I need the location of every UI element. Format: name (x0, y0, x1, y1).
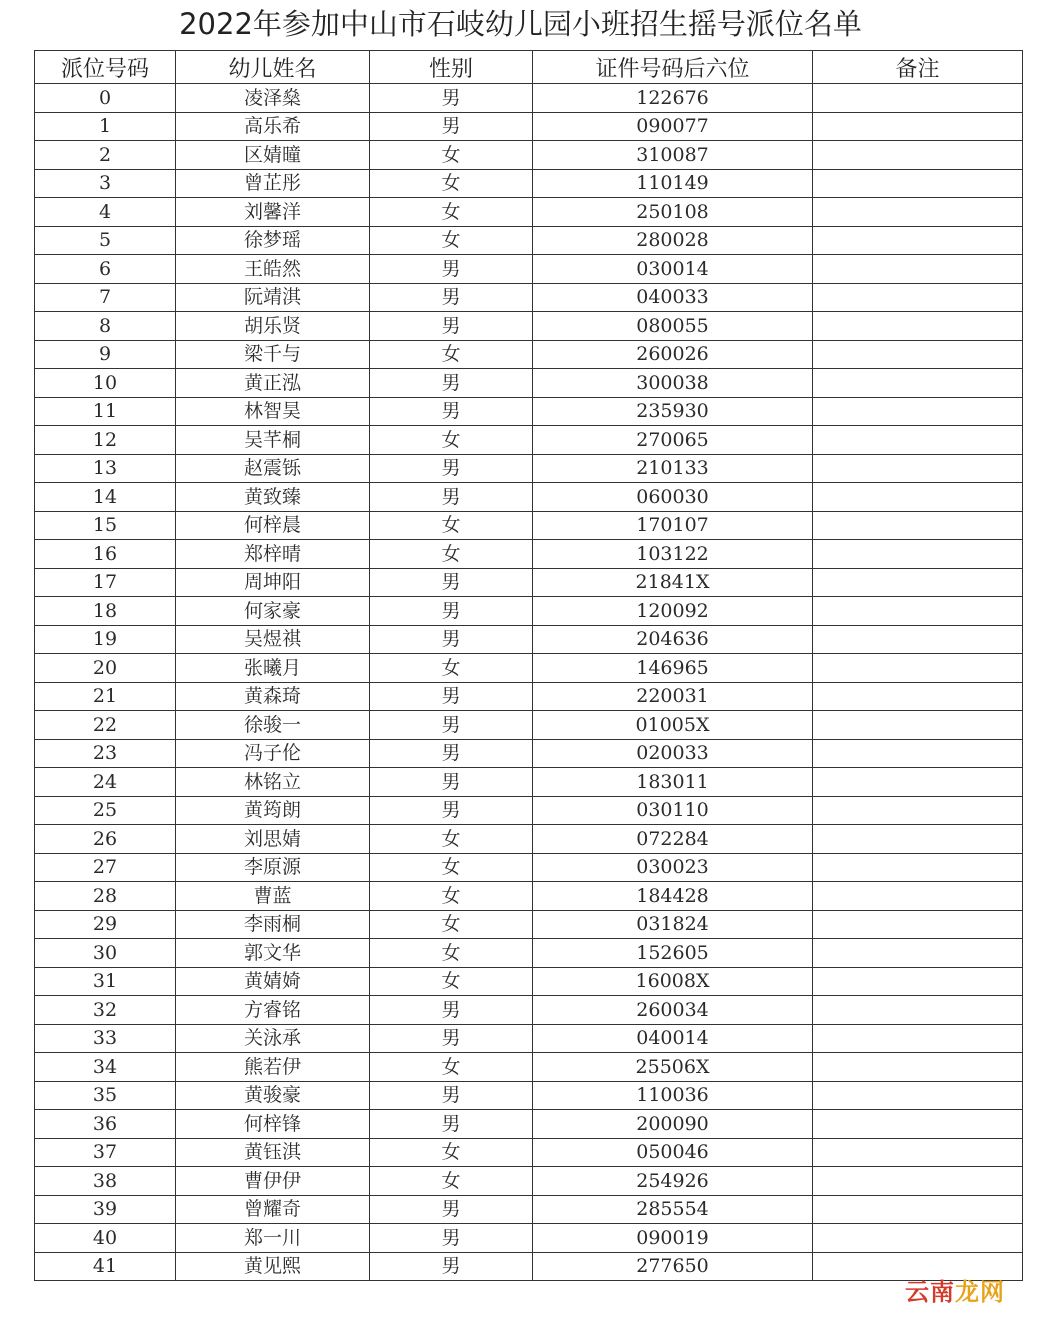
cell-gender: 男 (370, 768, 533, 797)
cell-lottery-number: 21 (35, 682, 176, 711)
cell-gender: 男 (370, 625, 533, 654)
cell-remarks (813, 84, 1023, 113)
table-row (35, 540, 1023, 569)
cell-child-name: 黄致臻 (176, 483, 370, 512)
cell-child-name: 徐骏一 (176, 711, 370, 740)
cell-lottery-number: 36 (35, 1110, 176, 1139)
cell-lottery-number: 11 (35, 397, 176, 426)
cell-id-last-six: 183011 (533, 768, 813, 797)
cell-lottery-number: 10 (35, 369, 176, 398)
cell-remarks (813, 1081, 1023, 1110)
cell-lottery-number: 25 (35, 796, 176, 825)
cell-gender: 女 (370, 882, 533, 911)
cell-gender: 女 (370, 1138, 533, 1167)
cell-lottery-number: 33 (35, 1024, 176, 1053)
cell-gender: 男 (370, 1081, 533, 1110)
cell-gender: 女 (370, 540, 533, 569)
cell-remarks (813, 283, 1023, 312)
cell-lottery-number: 16 (35, 540, 176, 569)
cell-id-last-six: 103122 (533, 540, 813, 569)
cell-child-name: 李原源 (176, 853, 370, 882)
cell-id-last-six: 280028 (533, 226, 813, 255)
cell-child-name: 何家豪 (176, 597, 370, 626)
cell-gender: 女 (370, 967, 533, 996)
column-header-id-last-six: 证件号码后六位 (533, 51, 813, 84)
cell-remarks (813, 825, 1023, 854)
cell-gender: 女 (370, 825, 533, 854)
cell-id-last-six: 110036 (533, 1081, 813, 1110)
column-header-remarks: 备注 (813, 51, 1023, 84)
cell-remarks (813, 169, 1023, 198)
cell-remarks (813, 426, 1023, 455)
cell-child-name: 刘思婧 (176, 825, 370, 854)
cell-child-name: 梁千与 (176, 340, 370, 369)
cell-gender: 男 (370, 454, 533, 483)
page-title: 2022年参加中山市石岐幼儿园小班招生摇号派位名单 (179, 7, 862, 41)
cell-remarks (813, 483, 1023, 512)
cell-child-name: 吴煜祺 (176, 625, 370, 654)
cell-remarks (813, 112, 1023, 141)
cell-remarks (813, 1195, 1023, 1224)
cell-id-last-six: 040033 (533, 283, 813, 312)
cell-lottery-number: 4 (35, 198, 176, 227)
cell-id-last-six: 235930 (533, 397, 813, 426)
cell-remarks (813, 255, 1023, 284)
table-row (35, 483, 1023, 512)
table-row (35, 369, 1023, 398)
cell-id-last-six: 310087 (533, 141, 813, 170)
cell-id-last-six: 300038 (533, 369, 813, 398)
cell-gender: 男 (370, 739, 533, 768)
cell-lottery-number: 28 (35, 882, 176, 911)
cell-child-name: 曹伊伊 (176, 1167, 370, 1196)
table-row (35, 340, 1023, 369)
cell-id-last-six: 250108 (533, 198, 813, 227)
cell-child-name: 郑一川 (176, 1224, 370, 1253)
cell-gender: 女 (370, 340, 533, 369)
cell-gender: 男 (370, 1110, 533, 1139)
cell-lottery-number: 20 (35, 654, 176, 683)
cell-id-last-six: 120092 (533, 597, 813, 626)
table-row (35, 226, 1023, 255)
table-row (35, 967, 1023, 996)
cell-id-last-six: 030014 (533, 255, 813, 284)
table-row (35, 996, 1023, 1025)
cell-id-last-six: 146965 (533, 654, 813, 683)
cell-id-last-six: 170107 (533, 511, 813, 540)
cell-remarks (813, 682, 1023, 711)
cell-remarks (813, 540, 1023, 569)
cell-lottery-number: 18 (35, 597, 176, 626)
cell-gender: 男 (370, 283, 533, 312)
cell-id-last-six: 122676 (533, 84, 813, 113)
cell-lottery-number: 27 (35, 853, 176, 882)
cell-child-name: 黄婧婍 (176, 967, 370, 996)
cell-lottery-number: 15 (35, 511, 176, 540)
cell-id-last-six: 152605 (533, 939, 813, 968)
table-row (35, 169, 1023, 198)
cell-gender: 女 (370, 654, 533, 683)
cell-remarks (813, 796, 1023, 825)
cell-child-name: 区婧曈 (176, 141, 370, 170)
cell-child-name: 黄见熙 (176, 1252, 370, 1281)
cell-child-name: 林铭立 (176, 768, 370, 797)
cell-child-name: 凌泽燊 (176, 84, 370, 113)
table-row (35, 625, 1023, 654)
admission-list-table (34, 50, 1023, 1281)
cell-gender: 男 (370, 711, 533, 740)
cell-lottery-number: 8 (35, 312, 176, 341)
cell-lottery-number: 5 (35, 226, 176, 255)
table-row (35, 1110, 1023, 1139)
table-row (35, 1195, 1023, 1224)
cell-lottery-number: 39 (35, 1195, 176, 1224)
cell-lottery-number: 2 (35, 141, 176, 170)
cell-id-last-six: 040014 (533, 1024, 813, 1053)
cell-id-last-six: 090077 (533, 112, 813, 141)
cell-lottery-number: 31 (35, 967, 176, 996)
cell-remarks (813, 654, 1023, 683)
cell-lottery-number: 6 (35, 255, 176, 284)
cell-id-last-six: 080055 (533, 312, 813, 341)
cell-remarks (813, 739, 1023, 768)
watermark-part1: 云南 (905, 1278, 955, 1306)
cell-lottery-number: 1 (35, 112, 176, 141)
cell-child-name: 黄森琦 (176, 682, 370, 711)
table-row (35, 654, 1023, 683)
table-row (35, 1024, 1023, 1053)
cell-id-last-six: 277650 (533, 1252, 813, 1281)
cell-gender: 男 (370, 312, 533, 341)
cell-remarks (813, 454, 1023, 483)
table-row (35, 1081, 1023, 1110)
column-header-lottery-number: 派位号码 (35, 51, 176, 84)
table-row (35, 198, 1023, 227)
cell-gender: 男 (370, 796, 533, 825)
cell-remarks (813, 597, 1023, 626)
table-row (35, 112, 1023, 141)
cell-child-name: 黄骏豪 (176, 1081, 370, 1110)
table-row (35, 283, 1023, 312)
cell-id-last-six: 030023 (533, 853, 813, 882)
cell-remarks (813, 996, 1023, 1025)
cell-child-name: 黄筠朗 (176, 796, 370, 825)
cell-child-name: 曹蓝 (176, 882, 370, 911)
cell-gender: 男 (370, 112, 533, 141)
table-row (35, 568, 1023, 597)
cell-child-name: 徐梦瑶 (176, 226, 370, 255)
cell-id-last-six: 031824 (533, 910, 813, 939)
cell-lottery-number: 19 (35, 625, 176, 654)
table-row (35, 711, 1023, 740)
cell-remarks (813, 226, 1023, 255)
cell-gender: 男 (370, 682, 533, 711)
table-row (35, 1252, 1023, 1281)
cell-lottery-number: 38 (35, 1167, 176, 1196)
watermark-part2: 龙网 (955, 1278, 1005, 1306)
cell-lottery-number: 24 (35, 768, 176, 797)
table-row (35, 1167, 1023, 1196)
cell-child-name: 方睿铭 (176, 996, 370, 1025)
table-row (35, 1138, 1023, 1167)
site-watermark (905, 1272, 1005, 1307)
cell-gender: 男 (370, 568, 533, 597)
table-row (35, 882, 1023, 911)
cell-lottery-number: 35 (35, 1081, 176, 1110)
cell-remarks (813, 198, 1023, 227)
table-row (35, 141, 1023, 170)
cell-child-name: 何梓晨 (176, 511, 370, 540)
cell-child-name: 吴芊桐 (176, 426, 370, 455)
cell-remarks (813, 853, 1023, 882)
cell-lottery-number: 34 (35, 1053, 176, 1082)
cell-lottery-number: 9 (35, 340, 176, 369)
cell-id-last-six: 21841X (533, 568, 813, 597)
cell-gender: 男 (370, 369, 533, 398)
cell-child-name: 何梓锋 (176, 1110, 370, 1139)
cell-child-name: 冯子伦 (176, 739, 370, 768)
table-row (35, 682, 1023, 711)
cell-id-last-six: 060030 (533, 483, 813, 512)
cell-gender: 女 (370, 426, 533, 455)
cell-remarks (813, 340, 1023, 369)
cell-remarks (813, 1053, 1023, 1082)
cell-lottery-number: 7 (35, 283, 176, 312)
table-row (35, 1053, 1023, 1082)
cell-child-name: 关泳承 (176, 1024, 370, 1053)
cell-remarks (813, 397, 1023, 426)
table-row (35, 454, 1023, 483)
table-row (35, 397, 1023, 426)
table-row (35, 796, 1023, 825)
table-row (35, 939, 1023, 968)
cell-child-name: 黄钰淇 (176, 1138, 370, 1167)
cell-gender: 男 (370, 483, 533, 512)
cell-lottery-number: 37 (35, 1138, 176, 1167)
cell-lottery-number: 22 (35, 711, 176, 740)
cell-id-last-six: 285554 (533, 1195, 813, 1224)
cell-id-last-six: 090019 (533, 1224, 813, 1253)
cell-gender: 男 (370, 255, 533, 284)
cell-child-name: 曾芷彤 (176, 169, 370, 198)
table-row (35, 910, 1023, 939)
cell-id-last-six: 254926 (533, 1167, 813, 1196)
cell-remarks (813, 568, 1023, 597)
cell-child-name: 林智昊 (176, 397, 370, 426)
cell-lottery-number: 29 (35, 910, 176, 939)
cell-gender: 女 (370, 511, 533, 540)
cell-gender: 女 (370, 141, 533, 170)
cell-gender: 女 (370, 169, 533, 198)
cell-remarks (813, 511, 1023, 540)
cell-lottery-number: 23 (35, 739, 176, 768)
cell-remarks (813, 369, 1023, 398)
cell-remarks (813, 882, 1023, 911)
cell-lottery-number: 3 (35, 169, 176, 198)
cell-remarks (813, 141, 1023, 170)
table-row (35, 84, 1023, 113)
table-row (35, 739, 1023, 768)
cell-id-last-six: 050046 (533, 1138, 813, 1167)
cell-child-name: 胡乐贤 (176, 312, 370, 341)
cell-id-last-six: 260034 (533, 996, 813, 1025)
cell-gender: 男 (370, 597, 533, 626)
cell-child-name: 阮靖淇 (176, 283, 370, 312)
cell-child-name: 赵震铄 (176, 454, 370, 483)
cell-id-last-six: 020033 (533, 739, 813, 768)
cell-id-last-six: 260026 (533, 340, 813, 369)
cell-id-last-six: 030110 (533, 796, 813, 825)
cell-remarks (813, 1138, 1023, 1167)
cell-lottery-number: 0 (35, 84, 176, 113)
cell-lottery-number: 17 (35, 568, 176, 597)
column-header-child-name: 幼儿姓名 (176, 51, 370, 84)
table-row (35, 853, 1023, 882)
cell-lottery-number: 40 (35, 1224, 176, 1253)
cell-gender: 男 (370, 397, 533, 426)
cell-remarks (813, 939, 1023, 968)
cell-remarks (813, 967, 1023, 996)
cell-lottery-number: 12 (35, 426, 176, 455)
cell-id-last-six: 110149 (533, 169, 813, 198)
cell-child-name: 李雨桐 (176, 910, 370, 939)
cell-gender: 女 (370, 910, 533, 939)
cell-id-last-six: 204636 (533, 625, 813, 654)
cell-child-name: 周坤阳 (176, 568, 370, 597)
cell-gender: 女 (370, 853, 533, 882)
cell-child-name: 高乐希 (176, 112, 370, 141)
cell-remarks (813, 1024, 1023, 1053)
cell-child-name: 郭文华 (176, 939, 370, 968)
cell-remarks (813, 711, 1023, 740)
table-row (35, 426, 1023, 455)
cell-remarks (813, 1110, 1023, 1139)
cell-remarks (813, 625, 1023, 654)
cell-remarks (813, 312, 1023, 341)
table-row (35, 312, 1023, 341)
cell-gender: 男 (370, 1224, 533, 1253)
table-header-row (35, 51, 1023, 84)
cell-lottery-number: 32 (35, 996, 176, 1025)
table-body (35, 84, 1023, 1281)
table-row (35, 768, 1023, 797)
cell-remarks (813, 768, 1023, 797)
cell-gender: 男 (370, 996, 533, 1025)
cell-child-name: 刘馨洋 (176, 198, 370, 227)
cell-lottery-number: 13 (35, 454, 176, 483)
cell-lottery-number: 41 (35, 1252, 176, 1281)
cell-lottery-number: 14 (35, 483, 176, 512)
cell-gender: 女 (370, 198, 533, 227)
cell-gender: 男 (370, 84, 533, 113)
cell-id-last-six: 210133 (533, 454, 813, 483)
cell-gender: 女 (370, 1053, 533, 1082)
table-row (35, 255, 1023, 284)
cell-remarks (813, 910, 1023, 939)
cell-child-name: 王皓然 (176, 255, 370, 284)
cell-lottery-number: 26 (35, 825, 176, 854)
cell-id-last-six: 220031 (533, 682, 813, 711)
cell-id-last-six: 25506X (533, 1053, 813, 1082)
table-row (35, 825, 1023, 854)
cell-gender: 女 (370, 226, 533, 255)
table-row (35, 511, 1023, 540)
cell-child-name: 曾耀奇 (176, 1195, 370, 1224)
cell-gender: 男 (370, 1195, 533, 1224)
cell-gender: 女 (370, 1167, 533, 1196)
cell-gender: 男 (370, 1252, 533, 1281)
cell-id-last-six: 270065 (533, 426, 813, 455)
cell-lottery-number: 30 (35, 939, 176, 968)
cell-id-last-six: 200090 (533, 1110, 813, 1139)
cell-gender: 男 (370, 1024, 533, 1053)
cell-remarks (813, 1224, 1023, 1253)
cell-id-last-six: 16008X (533, 967, 813, 996)
cell-child-name: 熊若伊 (176, 1053, 370, 1082)
cell-gender: 女 (370, 939, 533, 968)
cell-child-name: 张曦月 (176, 654, 370, 683)
cell-id-last-six: 184428 (533, 882, 813, 911)
cell-id-last-six: 01005X (533, 711, 813, 740)
cell-id-last-six: 072284 (533, 825, 813, 854)
cell-remarks (813, 1167, 1023, 1196)
table-row (35, 597, 1023, 626)
cell-child-name: 郑梓晴 (176, 540, 370, 569)
table-row (35, 1224, 1023, 1253)
column-header-gender: 性别 (370, 51, 533, 84)
cell-child-name: 黄正泓 (176, 369, 370, 398)
